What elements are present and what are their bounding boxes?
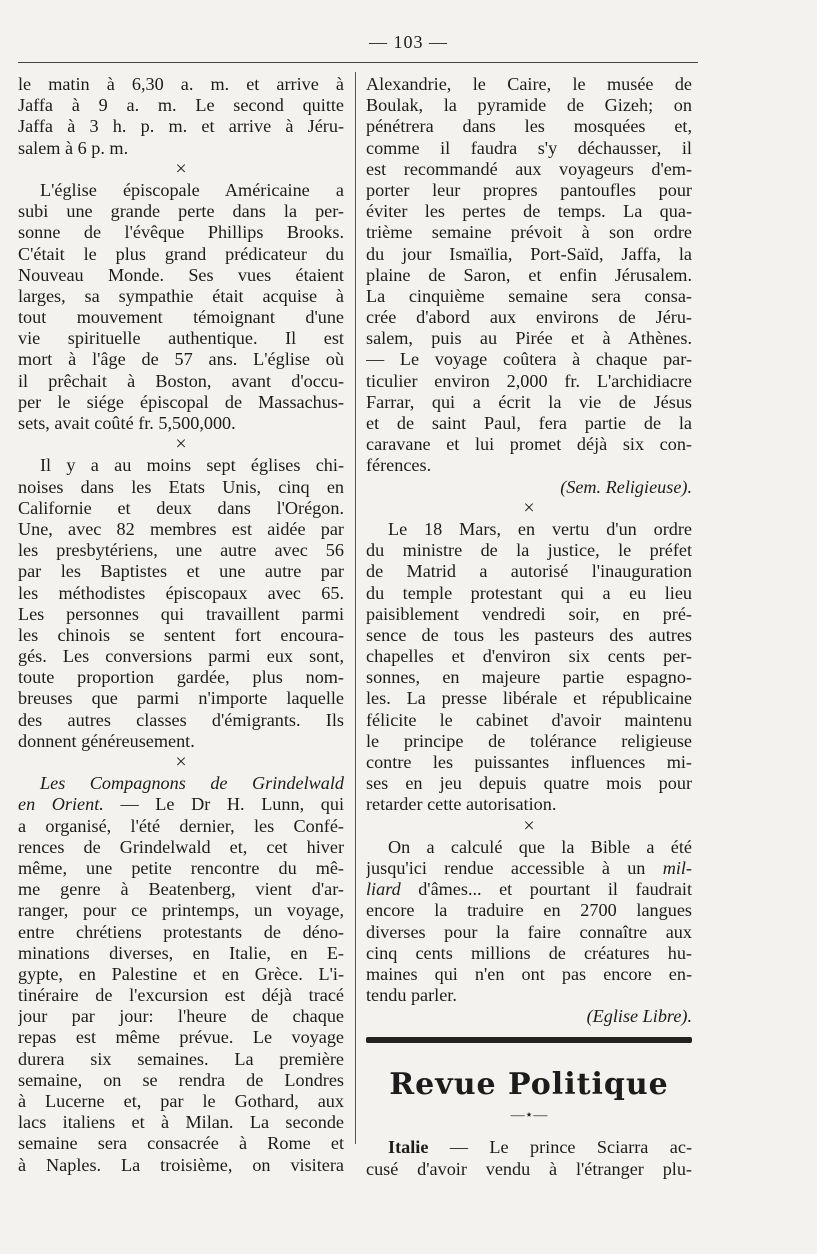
separator-mark: × — [523, 814, 535, 837]
text-line: Les Compagnons de Grindelwald — [40, 773, 344, 794]
text-line: le matin à 6,30 a. m. et arrive à — [18, 74, 344, 94]
text-line: per le siége épiscopal de Massachus- — [18, 391, 344, 412]
revue-politique-article — [366, 1137, 692, 1179]
text-line: est recommandé aux voyageurs d'em- — [366, 158, 692, 179]
text-line: sets, avait coûté fr. 5,500,000. — [18, 413, 236, 433]
source-attribution: (Eglise Libre). — [586, 1006, 692, 1027]
text-line: liard d'âmes... et pourtant il faudrait — [366, 879, 692, 900]
text-line: repas est même prévue. Le voyage — [18, 1027, 344, 1048]
text-line: à Naples. La troisième, on visitera — [18, 1154, 344, 1175]
text-line: tendu parler. — [366, 985, 457, 1006]
text-line: sonne de l'évêque Phillips Brooks. — [18, 222, 344, 243]
text-line: chapelles et d'environ six cents per- — [366, 646, 692, 667]
text-line: durera six semaines. La première — [18, 1048, 344, 1069]
title-ornament: —⋆— — [510, 1108, 548, 1124]
text-line: il prêchait à Boston, avant d'occu- — [18, 370, 344, 391]
text-line: cinq cents millions de créatures hu- — [366, 942, 692, 963]
text-line: noises dans les Etats Unis, cinq en — [18, 476, 344, 497]
separator-mark: × — [175, 751, 187, 773]
text-line: éviter les pertes de temps. La qua- — [366, 201, 692, 222]
separator-mark: × — [175, 433, 187, 456]
text-line: jusqu'ici rendue accessible à un mil- — [366, 857, 692, 878]
text-line: subi une grande perte dans la per- — [18, 201, 344, 222]
text-line: tinéraire de l'excursion est déjà tracé — [18, 985, 344, 1006]
text-line: breuses que parmi n'importe laquelle — [18, 688, 344, 709]
text-line: — Le voyage coûtera à chaque par- — [366, 349, 692, 370]
text-line: salem, puis au Pirée et à Athènes. — [366, 328, 692, 349]
section-divider-rule — [366, 1037, 692, 1043]
text-line: comme il faudra s'y déchausser, il — [366, 137, 692, 158]
text-line: sonnes, en majeure partie espagno- — [366, 667, 692, 688]
text-line: ranger, pour ce printemps, un voyage, — [18, 900, 344, 921]
text-line: On a calculé que la Bible a été — [388, 836, 692, 857]
text-line: et de saint Paul, fera partie de la — [366, 413, 692, 433]
text-line: les méthodistes épiscopaux avec 65. — [18, 582, 344, 603]
text-line: salem à 6 p. m. — [18, 137, 129, 158]
text-line: des autres classes d'émigrants. Ils — [18, 709, 344, 730]
text-line: contre les puissantes influences mi- — [366, 752, 692, 772]
text-line: Jaffa à 3 h. p. m. et arrive à Jéru- — [18, 116, 344, 137]
text-line: Californie et deux dans l'Orégon. — [18, 497, 344, 518]
section-title-revue-politique: Revue Politique — [389, 1067, 669, 1103]
text-line: retarder cette autorisation. — [366, 794, 557, 815]
text-line: même, une petite rencontre du mê- — [18, 857, 344, 878]
text-line: les. La presse libérale et républicaine — [366, 688, 692, 709]
text-line: Alexandrie, le Caire, le musée de — [366, 74, 692, 94]
text-line: larges, sa sympathie était acquise à — [18, 285, 344, 306]
page-number: — 103 — — [369, 32, 448, 52]
text-line: Jaffa à 9 a. m. Le second quitte — [18, 95, 344, 116]
text-line: du temple protestant qui a eu lieu — [366, 582, 692, 603]
text-line: ticulier environ 2,000 fr. L'archidiacre — [366, 370, 692, 391]
header-rule — [18, 62, 698, 63]
text-line: jour par jour: l'heure de chaque — [18, 1006, 344, 1027]
left-column — [18, 74, 344, 1176]
text-line: par les Baptistes et une autre par — [18, 561, 344, 582]
text-line: tout mouvement témoignant d'une — [18, 307, 344, 328]
text-line: a organisé, l'été dernier, les Confé- — [18, 815, 344, 836]
text-line: ses en jeu depuis quatre mois pour — [366, 773, 692, 794]
text-line: encore la traduire en 2700 langues — [366, 900, 692, 921]
text-line: gés. Les conversions parmi eux sont, — [18, 646, 344, 667]
separator-mark: × — [175, 157, 187, 180]
text-line: plaine de Saron, et enfin Jérusalem. — [366, 264, 692, 285]
text-line: crée d'abord aux environs de Jéru- — [366, 307, 692, 328]
text-line: C'était le plus grand prédicateur du — [18, 243, 344, 264]
text-line: Les personnes qui travaillent parmi — [18, 603, 344, 624]
text-line: Il y a au moins sept églises chi- — [40, 455, 344, 476]
text-line: du jour Ismaïlia, Port-Saïd, Jaffa, la — [366, 243, 692, 264]
text-line: maines qui n'en ont pas encore en- — [366, 963, 692, 984]
text-line: Farrar, qui a écrit la vie de Jésus — [366, 391, 692, 412]
text-line: toute proportion gardée, plus nom- — [18, 667, 344, 688]
column-divider — [355, 72, 356, 1144]
text-line: sence de tous les pasteurs des autres — [366, 624, 692, 645]
text-line: minations diverses, en Italie, en E- — [18, 942, 344, 963]
text-line: La cinquième semaine sera consa- — [366, 285, 692, 306]
text-line: Boulak, la pyramide de Gizeh; on — [366, 95, 692, 116]
text-line: les presbytériens, une autre avec 56 — [18, 540, 344, 561]
text-line: L'église épiscopale Américaine a — [40, 179, 344, 200]
text-line: à Lucerne et, par le Gothard, aux — [18, 1091, 344, 1111]
text-line: Le 18 Mars, en vertu d'un ordre — [388, 518, 692, 539]
text-line: Italie — Le prince Sciarra ac- — [388, 1137, 692, 1158]
text-line: porter leur propres pantoufles pour — [366, 179, 692, 200]
text-line: férences. — [366, 455, 432, 476]
text-line: diverses pour la faire connaître aux — [366, 921, 692, 942]
separator-mark: × — [523, 496, 535, 519]
text-line: semaine sera consacrée à Rome et — [18, 1133, 344, 1154]
text-line: cusé d'avoir vendu à l'étranger plu- — [366, 1158, 692, 1179]
text-line: semaine, on se rendra de Londres — [18, 1069, 344, 1090]
text-line: donnent généreusement. — [18, 730, 195, 751]
text-line: le principe de tolérance religieuse — [366, 730, 692, 751]
text-line: félicite le cabinet d'avoir maintenu — [366, 709, 692, 730]
text-line: Nouveau Monde. Ses vues étaient — [18, 264, 344, 285]
text-line: Une, avec 82 membres est aidée par — [18, 518, 344, 539]
text-line: rences de Grindelwald et, cet hiver — [18, 836, 344, 857]
text-line: pénétrera dans les mosquées et, — [366, 116, 692, 137]
source-attribution: (Sem. Religieuse). — [560, 476, 692, 497]
right-column-articles — [366, 74, 692, 1027]
text-line: lacs italiens et à Milan. La seconde — [18, 1112, 344, 1133]
text-line: mort à l'âge de 57 ans. L'église où — [18, 349, 344, 370]
text-line: trième semaine prévoit à son ordre — [366, 222, 692, 243]
right-column — [366, 74, 692, 1180]
text-line: les chinois se sentent fort encoura- — [18, 624, 344, 645]
text-line: caravane et lui promet déjà six con- — [366, 434, 692, 455]
text-line: gypte, en Palestine et en Grèce. L'i- — [18, 963, 344, 984]
text-line: de Matrid a autorisé l'inauguration — [366, 561, 692, 582]
text-line: entre chrétiens protestants de déno- — [18, 921, 344, 942]
text-line: paisiblement vendredi soir, en pré- — [366, 603, 692, 624]
text-line: vie spirituelle authentique. Il est — [18, 328, 344, 349]
text-line: en Orient. — Le Dr H. Lunn, qui — [18, 794, 344, 815]
text-line: me genre à Beatenberg, vient d'ar- — [18, 879, 344, 900]
text-line: du ministre de la justice, le préfet — [366, 540, 692, 561]
